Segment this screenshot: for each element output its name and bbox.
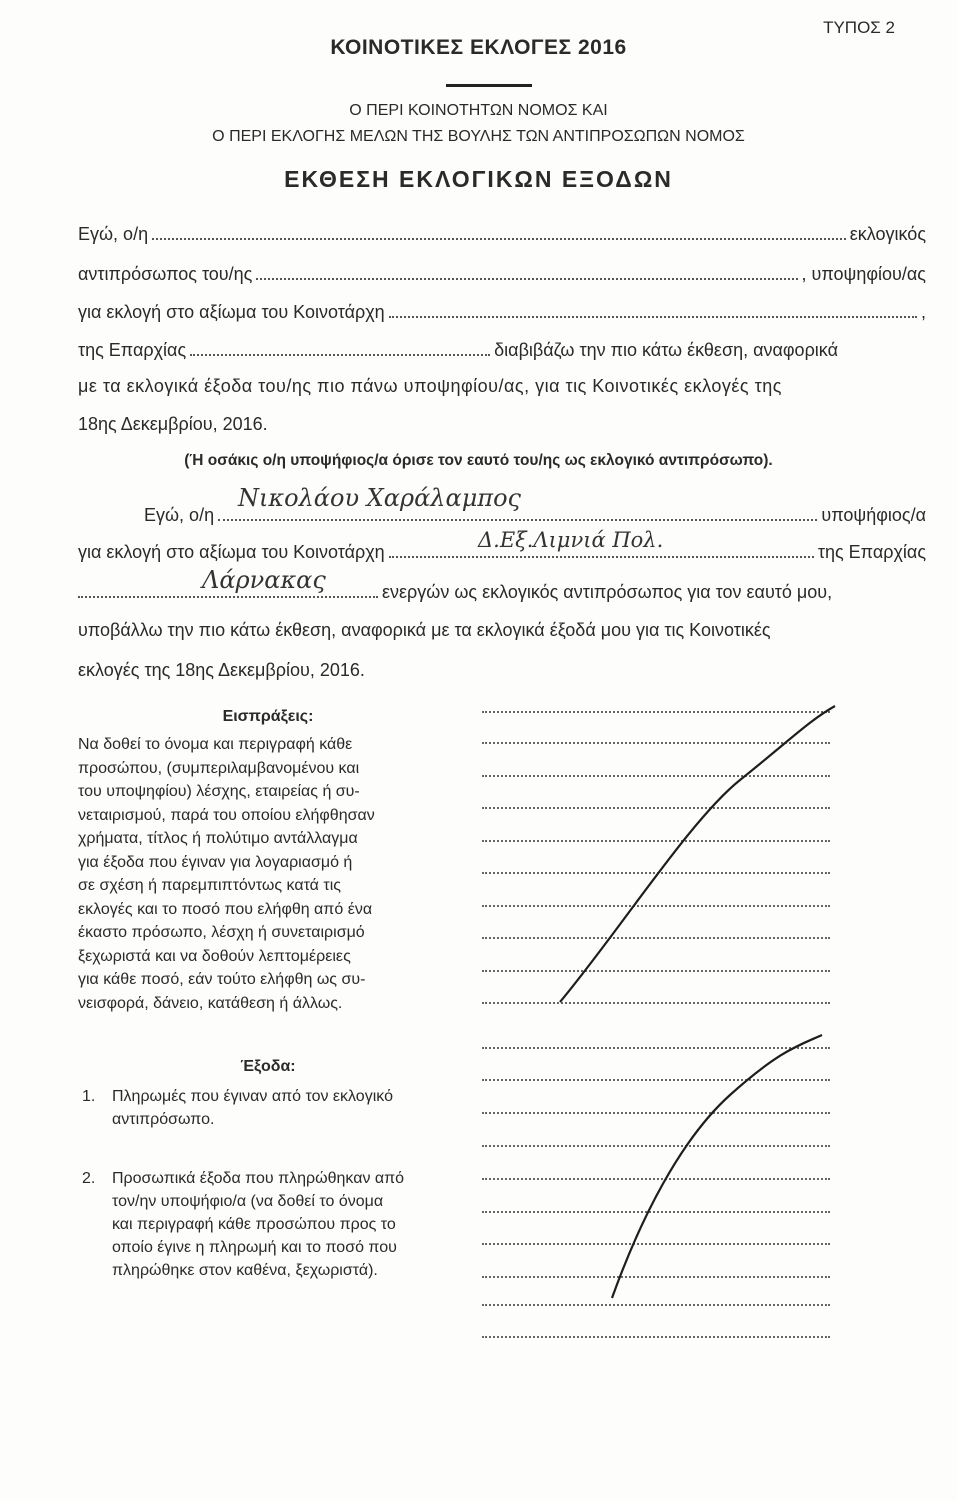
receipts-line: Να δοθεί το όνομα και περιγραφή κάθε [78,736,353,753]
receipts-line: νεταιρισμού, παρά του οποίου ελήφθησαν [78,806,375,824]
expense-item-line: Πληρωμές που έγιναν από τον εκλογικό [112,1088,393,1105]
agent-line-2-end: , υποψηφίου/ας [801,264,926,284]
receipts-line: σε σχέση ή παρεμπιπτόντως κατά τις [78,877,341,894]
candidate-line-4: υποβάλλω την πιο κάτω έκθεση, αναφορικά με τα εκλογικά έξοδά μου για τις Κοινοτικές [78,620,771,640]
expense-item-number: 1. [82,1088,96,1105]
receipts-line: του υποψηφίου) λέσχης, εταιρείας ή συ- [78,783,360,800]
expense-item-line: Προσωπικά έξοδα που πληρώθηκαν από [112,1170,405,1187]
handwritten-district: Λάρνακας [202,566,326,594]
document-title: ΚΟΙΝΟΤΙΚΕΣ ΕΚΛΟΓΕΣ 2016 [330,36,627,59]
agent-line-1-start: Εγώ, ο/η [78,224,149,244]
handwritten-candidate-name: Νικολάου Χαράλαμπος [238,484,521,512]
agent-line-2-start: αντιπρόσωπος του/ης [78,264,253,284]
receipts-line: προσώπου, (συμπεριλαμβανομένου και [78,759,360,777]
law-reference-2: Ο ΠΕΡΙ ΕΚΛΟΓΗΣ ΜΕΛΩΝ ΤΗΣ ΒΟΥΛΗΣ ΤΩΝ ΑΝΤΙΠΡΟΣΩΠΩΝ ΝΟΜΟΣ [212,128,745,145]
law-reference-1: Ο ΠΕΡΙ ΚΟΙΝΟΤΗΤΩΝ ΝΟΜΟΣ ΚΑΙ [349,102,608,119]
receipts-line: χρήματα, τίτλος ή πολύτιμο αντάλλαγμα [78,830,358,847]
agent-line-6: 18ης Δεκεμβρίου, 2016. [78,414,268,434]
expenses-strike-line [612,1035,822,1298]
expense-item-line: πληρώθηκε στον καθένα, ξεχωριστά). [112,1262,378,1279]
receipts-line: έκαστο πρόσωπο, λέσχη ή συνεταιρισμό [78,924,365,941]
receipts-line: για έξοδα που έγιναν για λογαριασμό ή [78,853,353,871]
receipts-line: νεισφορά, δάνειο, κατάθεση ή άλλως. [78,994,343,1012]
expense-item-line: και περιγραφή κάθε προσώπου προς το [112,1216,396,1233]
candidate-line-2-start: για εκλογή στο αξίωμα του Κοινοτάρχη [78,542,385,562]
agent-line-3-start: για εκλογή στο αξίωμα του Κοινοτάρχη [78,302,385,322]
expense-item-line: οποίο έγινε η πληρωμή και το ποσό που [112,1239,397,1256]
candidate-line-5: εκλογές της 18ης Δεκεμβρίου, 2016. [78,660,365,680]
expense-item-number: 2. [82,1170,96,1187]
form-type-label: ΤΥΠΟΣ 2 [823,18,895,37]
self-agent-note: (Ή οσάκις ο/η υποψήφιος/α όρισε τον εαυτό του/ης ως εκλογικό αντιπρόσωπο). [184,452,773,469]
report-title: ΕΚΘΕΣΗ ΕΚΛΟΓΙΚΩΝ ΕΞΟΔΩΝ [284,166,673,192]
expenses-title: Έξοδα: [240,1058,296,1075]
expense-item-line: τον/ην υποψήφιο/α (να δοθεί το όνομα [112,1193,384,1210]
candidate-line-2-end: της Επαρχίας [817,542,926,562]
receipts-line: για κάθε ποσό, εάν τούτο ελήφθη ως συ- [78,971,366,988]
agent-line-4-start: της Επαρχίας [78,340,187,360]
agent-line-5: με τα εκλογικά έξοδα του/ης πιο πάνω υποψηφίου/ας, για τις Κοινοτικές εκλογές της [78,376,782,396]
candidate-line-1-start: Εγώ, ο/η [144,505,215,525]
agent-line-3-end: , [920,302,926,322]
agent-line-1-end: εκλογικός [849,224,926,244]
candidate-line-1-end: υποψήφιος/α [821,505,926,525]
receipts-strike-line [560,706,835,1002]
expense-item-line: αντιπρόσωπο. [112,1111,215,1128]
agent-line-4-end: διαβιβάζω την πιο κάτω έκθεση, αναφορικά [494,340,838,360]
receipts-line: εκλογές και το ποσό που ελήφθη από ένα [78,900,373,918]
receipts-title: Εισπράξεις: [222,708,314,725]
candidate-line-3-end: ενεργών ως εκλογικός αντιπρόσωπος για τον εαυτό μου, [382,582,833,602]
handwritten-community: Δ.Εξ.Λιμνιά Πολ. [478,528,664,552]
receipts-line: ξεχωριστά και να δοθούν λεπτομέρειες [78,947,351,965]
